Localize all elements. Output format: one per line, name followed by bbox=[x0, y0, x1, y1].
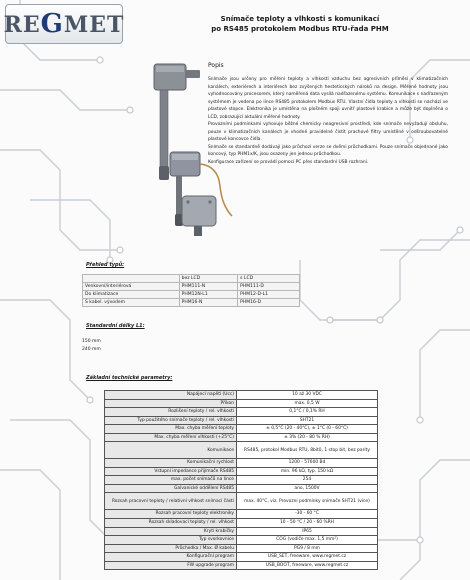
table-row bbox=[105, 442, 378, 459]
table-row bbox=[105, 399, 378, 408]
table-cell: Do klimatizace bbox=[83, 291, 180, 299]
table-cell: Venkovní/interiérová bbox=[83, 283, 180, 291]
table-row bbox=[105, 416, 378, 425]
param-value: 10 - 50 °C / 20 - 60 %RH bbox=[237, 519, 378, 528]
params-table bbox=[104, 390, 378, 570]
table-row bbox=[83, 291, 300, 299]
table-cell: PHM12-D-L1 bbox=[238, 291, 300, 299]
table-row bbox=[105, 484, 378, 493]
table-cell: PHM111-N bbox=[179, 283, 238, 291]
param-name: Rozlišení teploty / rel. vlhkosti bbox=[105, 408, 237, 417]
table-row bbox=[105, 476, 378, 485]
param-value: max. 40°C, viz. Provozní podmínky snímače SHT21 (více) bbox=[237, 493, 378, 510]
param-value: ano, 1500V bbox=[237, 484, 378, 493]
params-heading: Základní technické parametry: bbox=[86, 375, 173, 381]
param-value: min. 96 kΩ, typ. 150 kΩ bbox=[237, 467, 378, 476]
param-name: Typ použitého snímače teploty / rel. vlhkosti bbox=[105, 416, 237, 425]
table-row bbox=[105, 527, 378, 536]
table-row bbox=[105, 408, 378, 417]
logo-text: REGMET bbox=[3, 9, 125, 39]
param-name: max. počet snímačů na lince bbox=[105, 476, 237, 485]
param-name: Komunikační rychlost bbox=[105, 459, 237, 468]
popis-text bbox=[208, 76, 448, 166]
page-title bbox=[150, 14, 450, 34]
table-row bbox=[105, 433, 378, 442]
table-row bbox=[105, 493, 378, 510]
param-name: Max. chyba měření vlhkosti (+25°C) bbox=[105, 433, 237, 442]
param-value: 10 až 30 VDC bbox=[237, 391, 378, 400]
param-name: Komunikace bbox=[105, 442, 237, 459]
lengths-list bbox=[82, 338, 101, 354]
length-item: 240 mm bbox=[82, 347, 101, 352]
table-row bbox=[105, 536, 378, 545]
table-cell: PHM12N-L1 bbox=[179, 291, 238, 299]
title-line-2: po RS485 protokolem Modbus RTU-řada PHM bbox=[211, 25, 389, 33]
param-value: max. 0,5 W bbox=[237, 399, 378, 408]
table-row bbox=[83, 299, 300, 307]
table-row bbox=[105, 510, 378, 519]
popis-paragraph: Konfigurace zařízení se provádí pomocí PC přes standardní USB rozhraní. bbox=[208, 159, 369, 165]
table-row bbox=[105, 561, 378, 570]
param-value: ± 3% (20 - 80 % RH) bbox=[237, 433, 378, 442]
param-value: 1200 - 57600 Bd bbox=[237, 459, 378, 468]
popis-paragraph: Provozními podmínkami vyhovuje běžné chemicky neagresivní prostředí, kde snímače nevyžadují obsluhu, pouze v klimatizačních kanálech je vhodné pravidelné čistit prachové filtry umístěné v odšroubovatelné plastové koncovce čidla. bbox=[208, 122, 448, 142]
table-cell bbox=[83, 275, 180, 283]
table-row bbox=[105, 459, 378, 468]
table-row bbox=[83, 283, 300, 291]
popis-paragraph: Snímače jsou určeny pro měření teploty a vlhkosti vzduchu bez agresivních příměsí v klimatizačních kanálech, exteriérech a interiérech bez zvýšených hesteticských nároků na design. Měřené hodnoty jsou vyhodnocovány procesorem, který naměřená data vysílá nadřazenému systému. Komunikace s nadřazeným systémem je vedena po lince RS485 protokolem Modbus RTU. Vlastní čidla teploty a vlhkosti se nachází ve plastové stopce. Elektronika je umístěna na plošném spoji uvnitř plastové krabice a může být doplněna o LCD, zobrazující aktuální měřené hodnoty. bbox=[208, 77, 448, 120]
param-name: FW upgrade program bbox=[105, 561, 237, 570]
param-name: Typ svorkovnice bbox=[105, 536, 237, 545]
param-name: Max. chyba měření teploty bbox=[105, 425, 237, 434]
param-name: Krytí krabičky bbox=[105, 527, 237, 536]
table-row bbox=[105, 391, 378, 400]
param-value: PG9 / 8 mm bbox=[237, 544, 378, 553]
param-name: Rozsah skladovací teploty / rel. vlhkost bbox=[105, 519, 237, 528]
param-name: Rozsah pracovní teploty / relativní vlhkost snímací části bbox=[105, 493, 237, 510]
param-value: ± 0,5°C (20 - 40°C), ± 1°C (0 - 60°C) bbox=[237, 425, 378, 434]
table-row bbox=[105, 425, 378, 434]
param-name: Konfigurační program bbox=[105, 553, 237, 562]
overview-heading: Přehled typů: bbox=[86, 262, 125, 268]
param-value: RS485, protokol Modbus RTU, 8bitů, 1 stop bit, bez parity bbox=[237, 442, 378, 459]
length-item: 150 mm bbox=[82, 339, 101, 344]
table-row bbox=[105, 544, 378, 553]
table-cell: PHM16-N bbox=[179, 299, 238, 307]
overview-table bbox=[82, 274, 300, 307]
table-row bbox=[83, 275, 300, 283]
table-cell: S kabel. vývodem bbox=[83, 299, 180, 307]
lengths-heading: Standardní délky L1: bbox=[86, 323, 145, 329]
param-name: Průchodka / Max. Ø kabelu bbox=[105, 544, 237, 553]
popis-title: Popis bbox=[208, 62, 224, 69]
table-row bbox=[105, 519, 378, 528]
param-value: COG (vodiče max. 1,5 mm²) bbox=[237, 536, 378, 545]
table-row bbox=[105, 467, 378, 476]
param-name: Příkon bbox=[105, 399, 237, 408]
table-cell: bez LCD bbox=[179, 275, 238, 283]
title-line-1: Snímače teploty a vlhkosti s komunikací bbox=[220, 15, 380, 23]
table-cell: PHM111-D bbox=[238, 283, 300, 291]
param-value: -30 - 60 °C bbox=[237, 510, 378, 519]
regmet-logo bbox=[5, 4, 123, 44]
param-name: Napájecí napětí (Ucc) bbox=[105, 391, 237, 400]
table-row bbox=[105, 553, 378, 562]
table-cell: s LCD bbox=[238, 275, 300, 283]
param-value: USB_BOOT, freeware, www.regmet.cz bbox=[237, 561, 378, 570]
param-value: IP65 bbox=[237, 527, 378, 536]
param-value: 254 bbox=[237, 476, 378, 485]
param-name: Galvanické oddělení RS485 bbox=[105, 484, 237, 493]
table-cell: PHM16-D bbox=[238, 299, 300, 307]
param-value: 0,1°C / 0,1% RH bbox=[237, 408, 378, 417]
popis-paragraph: Snímače se standardně dodávají jako průchozí verze se dvěmi průchodkami. Pouze snímače objednané jako koncový, typ PHM1x/K, jsou osazeny jen jednou průchodkou. bbox=[208, 144, 448, 157]
param-value: SHT21 bbox=[237, 416, 378, 425]
param-name: Rozsah pracovní teploty elektroniky bbox=[105, 510, 237, 519]
param-name: Vstupní impedance přijímače RS485 bbox=[105, 467, 237, 476]
param-value: USB_SET, freeware, www.regmet.cz bbox=[237, 553, 378, 562]
